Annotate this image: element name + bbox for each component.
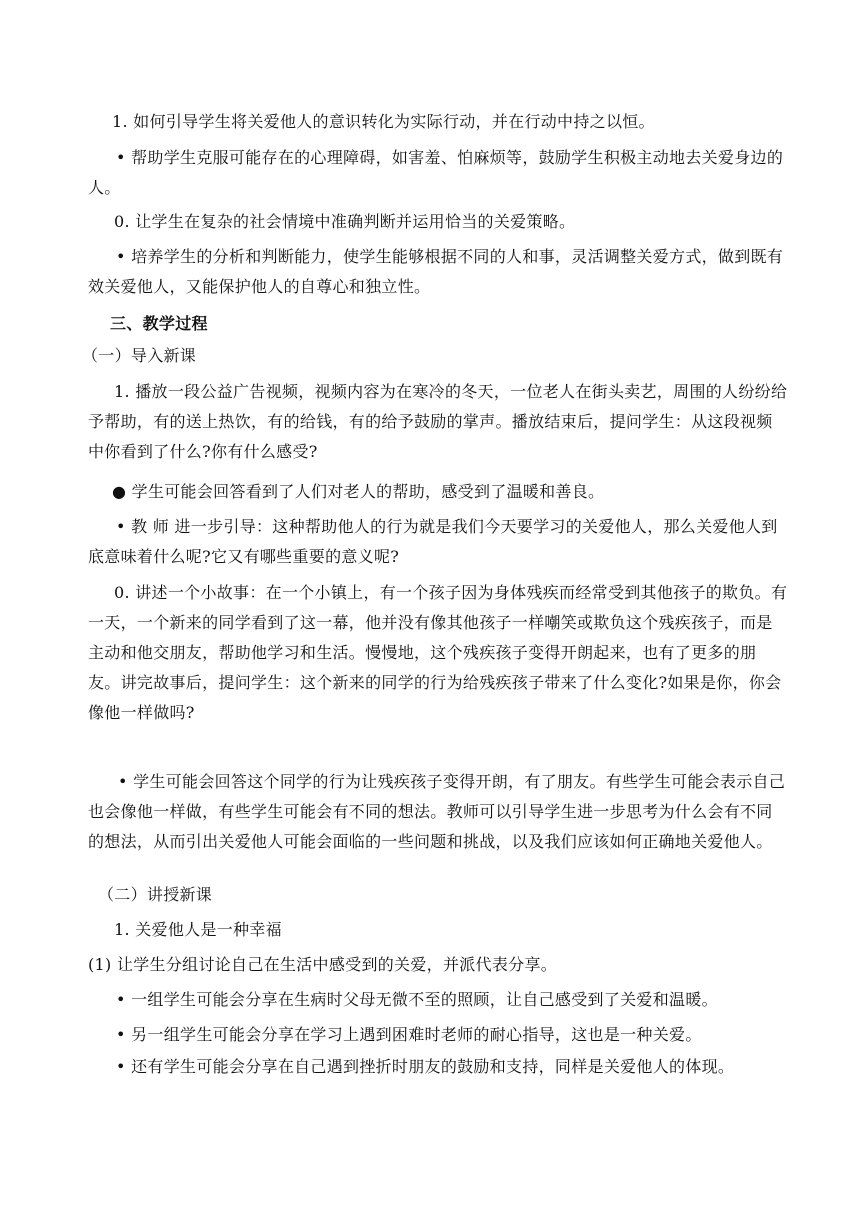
section-heading-teaching-process: 三、教学过程 bbox=[110, 314, 208, 333]
paragraph-video-play: 1. 播放一段公益广告视频，视频内容为在寒冷的冬天，一位老人在街头卖艺，周围的人纷纷给予帮助，有的送上热饮，有的给钱，有的给予鼓励的掌声。播放结束后，提问学生：从这段视频中你看到了什么?你有什么感受? bbox=[88, 382, 788, 461]
paragraph-story: 0. 讲述一个小故事：在一个小镇上，有一个孩子因为身体残疾而经常受到其他孩子的欺负。有一天，一个新来的同学看到了这一幕，他并没有像其他孩子一样嘲笑或欺负这个残疾孩子，而是主动和他交朋友，帮助他学习和生活。慢慢地，这个残疾孩子变得开朗起来，也有了更多的朋友。讲完故事后，提问学生：这个新来的同学的行为给残疾孩子带来了什么变化?如果是你，你会像他一样做吗? bbox=[88, 583, 788, 722]
paragraph-teacher-guidance: • 教 师 进一步引导：这种帮助他人的行为就是我们今天要学习的关爱他人，那么关爱他人到底意味着什么呢?它又有哪些重要的意义呢? bbox=[88, 517, 778, 566]
paragraph-care-is-happiness: 1. 关爱他人是一种幸福 bbox=[114, 920, 282, 939]
paragraph-care-strategies: 0. 让学生在复杂的社会情境中准确判断并运用恰当的关爱策略。 bbox=[114, 212, 576, 231]
paragraph-teacher-care: • 另一组学生可能会分享在学习上遇到困难时老师的耐心指导，这也是一种关爱。 bbox=[116, 1025, 702, 1044]
paragraph-parents-care: • 一组学生可能会分享在生病时父母无微不至的照顾，让自己感受到了关爱和温暖。 bbox=[116, 990, 718, 1009]
paragraph-group-discussion: (1) 让学生分组讨论自己在生活中感受到的关爱，并派代表分享。 bbox=[88, 955, 558, 974]
paragraph-overcome-barriers: • 帮助学生克服可能存在的心理障碍，如害羞、怕麻烦等，鼓励学生积极主动地去关爱身边的人。 bbox=[88, 148, 784, 197]
paragraph-student-answer: ● 学生可能会回答看到了人们对老人的帮助，感受到了温暖和善良。 bbox=[112, 482, 605, 501]
subsection-heading-introduction: （一）导入新课 bbox=[82, 346, 197, 365]
paragraph-action-persistence: 1. 如何引导学生将关爱他人的意识转化为实际行动，并在行动中持之以恒。 bbox=[112, 112, 655, 131]
subsection-heading-new-lesson: （二）讲授新课 bbox=[98, 885, 213, 904]
paragraph-friend-support: • 还有学生可能会分享在自己遇到挫折时朋友的鼓励和支持，同样是关爱他人的体现。 bbox=[116, 1057, 735, 1076]
paragraph-analysis-ability: • 培养学生的分析和判断能力，使学生能够根据不同的人和事，灵活调整关爱方式，做到既有效关爱他人，又能保护他人的自尊心和独立性。 bbox=[88, 247, 784, 296]
paragraph-student-reflection: • 学生可能会回答这个同学的行为让残疾孩子变得开朗，有了朋友。有些学生可能会表示自己也会像他一样做，有些学生可能会有不同的想法。教师可以引导学生进一步思考为什么会有不同的想法，从而引出关爱他人可能会面临的一些问题和挑战，以及我们应该如何正确地关爱他人。 bbox=[88, 772, 786, 851]
